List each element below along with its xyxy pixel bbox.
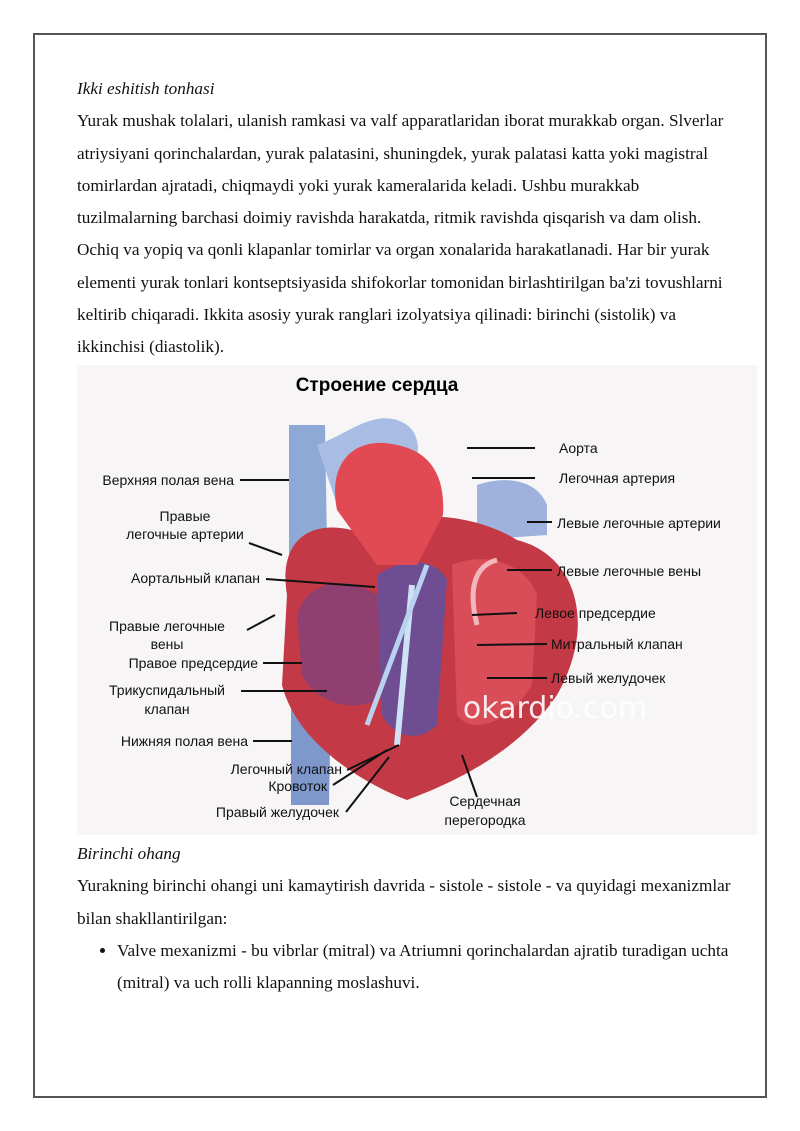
label-tricuspid-valve-2: клапан <box>144 701 190 717</box>
label-left-ventricle: Левый желудочек <box>551 670 666 686</box>
label-septum-2: перегородка <box>444 812 526 828</box>
label-right-ventricle: Правый желудочек <box>215 804 339 820</box>
label-right-pulmonary-veins-2: вены <box>150 636 184 652</box>
label-superior-vena-cava: Верхняя полая вена <box>102 472 234 488</box>
label-left-atrium: Левое предсердие <box>535 605 656 621</box>
label-right-pulmonary-arteries-2: легочные артерии <box>126 526 244 542</box>
bullet-list <box>77 935 737 1000</box>
figure-title: Строение сердца <box>295 375 459 396</box>
label-inferior-vena-cava: Нижняя полая вена <box>120 733 248 749</box>
label-right-pulmonary-veins-1: Правые легочные <box>109 618 225 634</box>
label-aortic-valve: Аортальный клапан <box>131 570 260 586</box>
list-item: • Valve mexanizmi - bu vibrlar (mitral) va Atriumni qorinchalardan ajratib turadigan uchta (mitral) va uch rolli klapanning moslashuvi. <box>117 935 737 1000</box>
section-first-tone <box>77 838 737 999</box>
label-right-atrium: Правое предсердие <box>128 655 258 671</box>
section-heading: Birinchi ohang <box>77 844 181 863</box>
label-left-pulmonary-veins: Левые легочные вены <box>557 563 702 579</box>
heart-illustration <box>77 365 757 835</box>
label-left-pulmonary-arteries: Левые легочные артерии <box>557 515 721 531</box>
label-aorta: Аорта <box>559 440 598 456</box>
label-tricuspid-valve-1: Трикуспидальный <box>109 682 225 698</box>
section-heading: Ikki eshitish tonhasi <box>77 79 215 98</box>
section-paragraph: Yurakning birinchi ohangi uni kamaytirish davrida - sistole - sistole - va quyidagi mexanizmlar bilan shakllantirilgan: <box>77 876 731 928</box>
right-atrium-shape <box>297 583 387 705</box>
label-right-pulmonary-arteries-1: Правые <box>159 508 211 524</box>
watermark: okardio.com <box>462 691 648 726</box>
label-pulmonary-artery: Легочная артерия <box>559 470 676 486</box>
heart-diagram <box>77 365 757 835</box>
label-mitral-valve: Митральный клапан <box>551 636 683 652</box>
section-intro <box>77 73 737 364</box>
section-paragraph: Yurak mushak tolalari, ulanish ramkasi va valf apparatlaridan iborat murakkab organ. Slverlar atriysiyani qorinchalardan, yurak palatasini, shuningdek, yurak palatasi katta yoki magistral tomirlardan ajratadi, chiqmaydi yoki yurak kameralarida keladi. Ushbu murakkab tuzilmalarning barchasi doimiy ravishda harakatda, ritmik ravishda qisqarish va dam olish. Ochiq va yopiq va qonli klapanlar tomirlar va organ xonalarida harakatlanadi. Har bir yurak elementi yurak tonlari kontseptsiyasida shifokorlar tomonidan birlashtirilgan ba'zi tovushlarni keltirib chiqaradi. Ikkita asosiy yurak ranglari izolyatsiya qilinadi: birinchi (sistolik) va ikkinchisi (diastolik). <box>77 111 724 357</box>
label-blood-flow: Кровоток <box>268 778 327 794</box>
label-septum-1: Сердечная <box>449 793 521 809</box>
label-pulmonary-valve: Легочный клапан <box>230 761 342 777</box>
